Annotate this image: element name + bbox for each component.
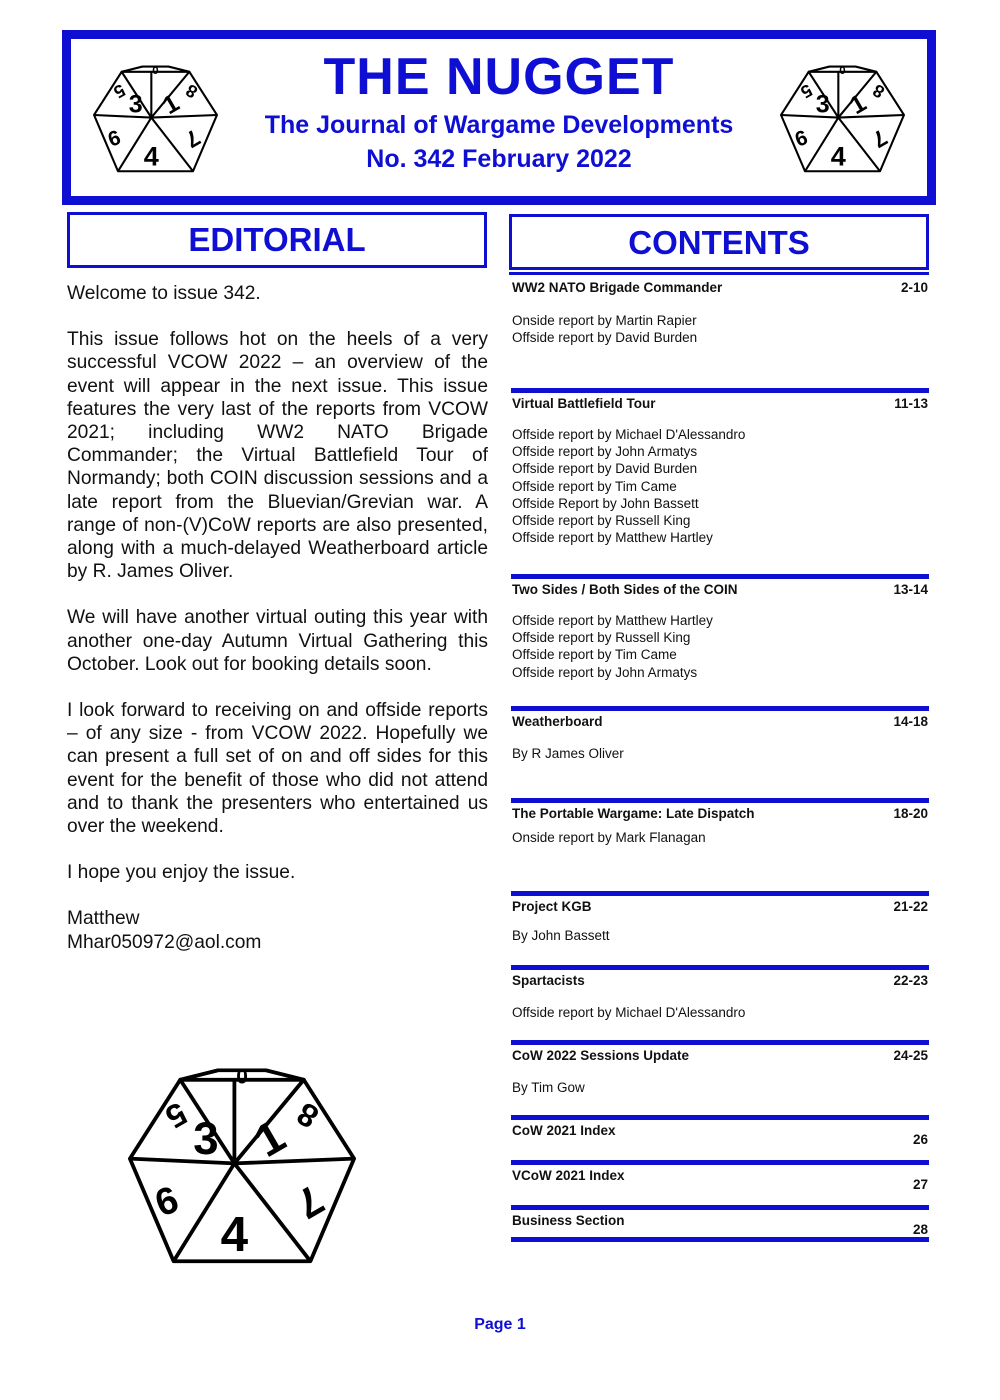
- signature-email[interactable]: Mhar050972@aol.com: [67, 931, 262, 953]
- entry-line: Offside report by Michael D'Alessandro: [512, 427, 746, 442]
- contents-heading: CONTENTS: [509, 214, 929, 270]
- die-label-9: 9: [104, 124, 124, 151]
- section-rule: [511, 1237, 929, 1242]
- issue-line: No. 342 February 2022: [366, 145, 632, 173]
- journal-title: THE NUGGET: [323, 48, 675, 106]
- d20-dice-icon: [780, 64, 905, 179]
- entry-title[interactable]: Two Sides / Both Sides of the COIN: [512, 582, 738, 597]
- entry-line: Offside report by Russell King: [512, 630, 691, 646]
- entry-title[interactable]: Project KGB: [512, 899, 592, 914]
- editorial-paragraph: Welcome to issue 342.: [67, 283, 261, 304]
- entry-line: Offside report by Matthew Hartley: [512, 530, 713, 546]
- entry-line: By Tim Gow: [512, 1080, 585, 1095]
- entry-line: Offside report by David Burden: [512, 461, 698, 477]
- die-label-5: 5: [797, 80, 816, 103]
- entry-line: Offside report by Tim Came: [512, 647, 677, 663]
- die-label-7: 7: [288, 1175, 332, 1229]
- die-label-8: 8: [869, 80, 888, 103]
- signature-name: Matthew: [67, 908, 140, 930]
- contents-entry: [511, 965, 929, 1021]
- editorial-paragraph: We will have another virtual outing this year with another one-day Autumn Virtual Gathering this October. Look out for booking details soon.: [67, 607, 488, 675]
- die-label-1: 1: [246, 1110, 294, 1167]
- die-label-9: 9: [149, 1176, 184, 1224]
- contents-entry: [511, 891, 929, 944]
- contents-entry: [511, 1115, 929, 1147]
- entry-pages: 24-25: [893, 1048, 928, 1063]
- die-label-7: 7: [867, 124, 892, 154]
- entry-title[interactable]: Virtual Battlefield Tour: [512, 396, 656, 411]
- die-label-5: 5: [110, 80, 129, 103]
- entry-pages: 13-14: [893, 582, 928, 597]
- die-label-3: 3: [128, 90, 143, 119]
- die-label-3: 3: [193, 1112, 219, 1164]
- masthead: [62, 30, 936, 205]
- entry-pages: 22-23: [893, 973, 928, 988]
- entry-title[interactable]: Spartacists: [512, 973, 585, 988]
- d20-dice-icon: [128, 1068, 356, 1273]
- contents-entry: [511, 1205, 929, 1237]
- entry-title[interactable]: CoW 2022 Sessions Update: [512, 1048, 690, 1063]
- entry-line: By John Bassett: [512, 928, 610, 943]
- entry-pages: 2-10: [900, 280, 928, 295]
- entry-line: Offside report by Tim Came: [512, 478, 677, 494]
- die-label-0: 0: [839, 64, 846, 77]
- contents-entry: [511, 277, 929, 346]
- die-label-0: 0: [152, 64, 159, 77]
- entry-title[interactable]: Business Section: [512, 1213, 625, 1228]
- entry-title[interactable]: The Portable Wargame: Late Dispatch: [512, 806, 755, 821]
- entry-title[interactable]: CoW 2021 Index: [512, 1123, 616, 1138]
- editorial-heading: EDITORIAL: [67, 212, 487, 268]
- entry-pages: 21-22: [893, 899, 928, 914]
- die-label-1: 1: [845, 88, 872, 121]
- die-label-4: 4: [143, 140, 159, 172]
- die-label-7: 7: [180, 124, 205, 154]
- entry-title[interactable]: WW2 NATO Brigade Commander: [512, 280, 723, 295]
- entry-pages: 14-18: [893, 714, 928, 729]
- entry-line: Offside report by Michael D'Alessandro: [512, 1005, 746, 1020]
- entry-pages: 27: [912, 1177, 928, 1192]
- contents-entry: [511, 388, 929, 546]
- entry-pages: 26: [912, 1132, 928, 1147]
- die-label-4: 4: [830, 140, 846, 172]
- die-label-9: 9: [791, 124, 811, 151]
- entry-title[interactable]: VCoW 2021 Index: [512, 1168, 625, 1183]
- page-number: Page 1: [474, 1316, 526, 1333]
- die-label-0: 0: [236, 1068, 248, 1089]
- entry-line: Onside report by Martin Rapier: [512, 313, 697, 328]
- die-label-8: 8: [290, 1095, 325, 1136]
- editorial-paragraph: This issue follows hot on the heels of a very successful VCOW 2022 – an overview of the event will appear in the next issue. This issue features the very last of the reports from VCOW 2021; including WW2 NATO Brigade Commander; the Virtual Battlefield Tour of Normandy; both COIN discussion sessions and a late report from the Bluevian/Grevian war. A range of non-(V)CoW reports are also presented, along with a much-delayed Weatherboard article by R. James Oliver.: [67, 329, 488, 583]
- entry-line: Offside report by John Armatys: [512, 664, 698, 680]
- entry-line: Offside report by Russell King: [512, 513, 691, 529]
- editorial-paragraph: I hope you enjoy the issue.: [67, 862, 296, 884]
- entry-line: By R James Oliver: [512, 746, 624, 761]
- die-label-8: 8: [182, 80, 201, 103]
- entry-line: Offside Report by John Bassett: [512, 495, 699, 511]
- editorial-body: [67, 282, 488, 954]
- entry-line: Offside report by John Armatys: [512, 444, 698, 460]
- journal-subtitle: The Journal of Wargame Developments: [264, 111, 734, 139]
- entry-pages: 18-20: [893, 806, 928, 821]
- contents-entry: [511, 1040, 929, 1096]
- editorial-paragraph: I look forward to receiving on and offside reports – of any size - from VCOW 2022. Hopefully we can present a full set of on and off sides for this event for the benefit of those who did not attend and to thank the presenters who entertained us over the weekend.: [67, 700, 488, 838]
- die-label-5: 5: [159, 1095, 194, 1136]
- die-label-3: 3: [815, 90, 830, 119]
- entry-title[interactable]: Weatherboard: [512, 714, 603, 729]
- entry-pages: 11-13: [894, 396, 928, 411]
- contents-entry: [511, 798, 929, 846]
- entry-line: Onside report by Mark Flanagan: [512, 830, 706, 845]
- entry-line: Offside report by Matthew Hartley: [512, 613, 713, 628]
- contents-entry: [511, 1160, 929, 1192]
- die-label-4: 4: [220, 1206, 249, 1262]
- die-label-1: 1: [158, 88, 185, 121]
- entry-line: Offside report by David Burden: [512, 330, 698, 346]
- contents-entry: [511, 706, 929, 762]
- contents-entry: [511, 574, 929, 681]
- entry-pages: 28: [912, 1222, 928, 1237]
